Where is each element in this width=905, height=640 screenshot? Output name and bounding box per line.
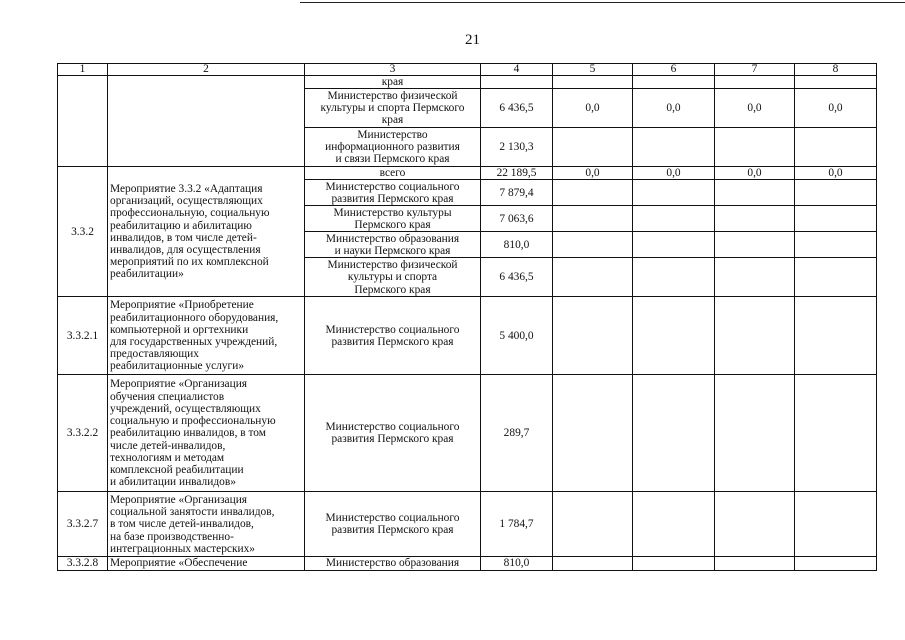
executor-cell: Министерство социального развития Пермского края — [305, 180, 481, 206]
value-cell: 810,0 — [481, 232, 553, 258]
value-cell: 1 784,7 — [481, 492, 553, 557]
value-cell: 0,0 — [795, 89, 877, 128]
item-number: 3.3.2.1 — [58, 297, 108, 375]
table-row — [58, 76, 877, 89]
item-name: Мероприятие «Организация обучения специалистов учреждений, осуществляющих социальную и профессиональную реабилитацию инвалидов, в том числе детей-инвалидов, технологиям и методам комплексной реабилитации и абилитации инвалидов» — [108, 375, 305, 492]
item-name: Мероприятие «Организация социальной занятости инвалидов, в том числе детей-инвалидов, на базе производственно- интеграционных мастерских» — [108, 492, 305, 557]
value-cell: 0,0 — [795, 167, 877, 180]
col-header-2: 2 — [108, 64, 305, 76]
executor-cell: Министерство культуры Пермского края — [305, 206, 481, 232]
col-header-4: 4 — [481, 64, 553, 76]
executor-cell: всего — [305, 167, 481, 180]
table-row — [58, 167, 877, 180]
value-cell: 7 063,6 — [481, 206, 553, 232]
item-number: 3.3.2 — [58, 167, 108, 297]
executor-cell: Министерство образования и науки Пермского края — [305, 232, 481, 258]
table-row — [58, 492, 877, 557]
executor-cell: Министерство образования — [305, 557, 481, 570]
table-row — [58, 375, 877, 492]
value-cell: 0,0 — [715, 167, 795, 180]
item-name: Мероприятие «Приобретение реабилитационного оборудования, компьютерной и оргтехники для государственных учреждений, предоставляющих реабилитационные услуги» — [108, 297, 305, 375]
executor-cell: края — [305, 76, 481, 89]
col-header-7: 7 — [715, 64, 795, 76]
col-header-6: 6 — [633, 64, 715, 76]
item-name: Мероприятие 3.3.2 «Адаптация организаций, осуществляющих профессиональную, социальную реабилитацию и абилитацию инвалидов, в том числе детей- инвалидов, для осуществления мероприятий по их комплексной реабилитации» — [108, 167, 305, 297]
executor-cell: Министерство физической культуры и спорта Пермского края — [305, 89, 481, 128]
executor-cell: Министерство социального развития Пермского края — [305, 375, 481, 492]
value-cell: 0,0 — [633, 167, 715, 180]
col-header-5: 5 — [553, 64, 633, 76]
value-cell: 0,0 — [553, 167, 633, 180]
item-number: 3.3.2.8 — [58, 557, 108, 570]
col-header-8: 8 — [795, 64, 877, 76]
value-cell: 22 189,5 — [481, 167, 553, 180]
value-cell: 0,0 — [715, 89, 795, 128]
program-table — [57, 63, 877, 571]
table-row — [58, 557, 877, 570]
col-header-1: 1 — [58, 64, 108, 76]
value-cell: 0,0 — [633, 89, 715, 128]
page-number: 21 — [465, 32, 480, 48]
executor-cell: Министерство социального развития Пермского края — [305, 492, 481, 557]
top-rule — [300, 2, 905, 3]
name-cell-empty — [108, 76, 305, 167]
item-number: 3.3.2.7 — [58, 492, 108, 557]
executor-cell: Министерство социального развития Пермского края — [305, 297, 481, 375]
value-cell: 2 130,3 — [481, 128, 553, 167]
num-cell-empty — [58, 76, 108, 167]
value-cell: 289,7 — [481, 375, 553, 492]
table-row — [58, 297, 877, 375]
value-cell: 6 436,5 — [481, 89, 553, 128]
value-cell: 5 400,0 — [481, 297, 553, 375]
value-cell: 810,0 — [481, 557, 553, 570]
executor-cell: Министерство информационного развития и связи Пермского края — [305, 128, 481, 167]
header-row — [58, 64, 877, 76]
executor-cell: Министерство физической культуры и спорта Пермского края — [305, 258, 481, 297]
value-cell: 0,0 — [553, 89, 633, 128]
item-number: 3.3.2.2 — [58, 375, 108, 492]
item-name: Мероприятие «Обеспечение — [108, 557, 305, 570]
col-header-3: 3 — [305, 64, 481, 76]
value-cell: 7 879,4 — [481, 180, 553, 206]
value-cell: 6 436,5 — [481, 258, 553, 297]
